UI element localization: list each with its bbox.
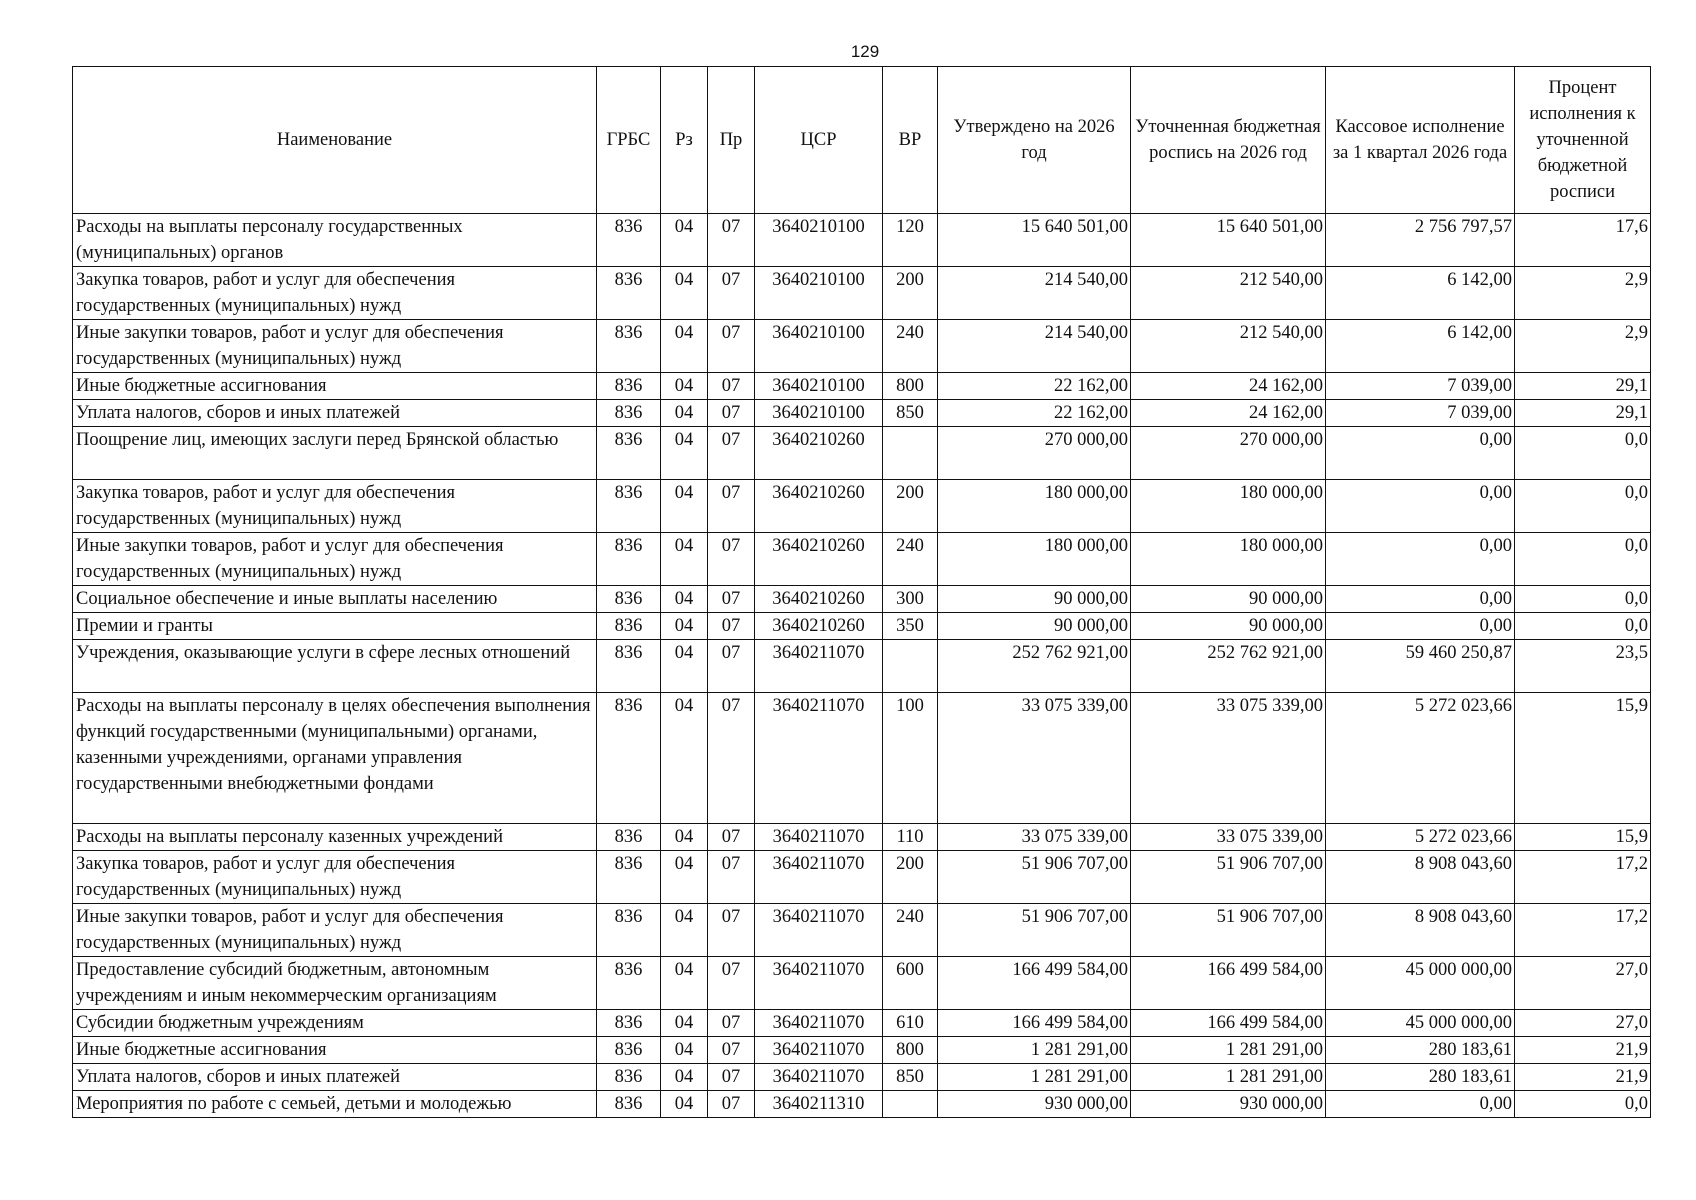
cell-vr: 300 bbox=[883, 586, 938, 613]
cell-rz: 04 bbox=[661, 957, 708, 1010]
cell-specified: 1 281 291,00 bbox=[1131, 1064, 1326, 1091]
cell-vr: 200 bbox=[883, 480, 938, 533]
cell-csr: 3640211070 bbox=[755, 693, 883, 824]
table-header bbox=[73, 67, 1651, 214]
table-row bbox=[73, 267, 1651, 320]
header-pr: Пр bbox=[708, 67, 755, 214]
cell-pr: 07 bbox=[708, 214, 755, 267]
table-row bbox=[73, 693, 1651, 824]
cell-name: Поощрение лиц, имеющих заслуги перед Брянской областью bbox=[73, 427, 597, 480]
cell-csr: 3640210100 bbox=[755, 373, 883, 400]
cell-rz: 04 bbox=[661, 851, 708, 904]
cell-pr: 07 bbox=[708, 586, 755, 613]
cell-csr: 3640211070 bbox=[755, 851, 883, 904]
header-vr: ВР bbox=[883, 67, 938, 214]
cell-percent: 0,0 bbox=[1515, 480, 1651, 533]
cell-approved: 51 906 707,00 bbox=[938, 904, 1131, 957]
cell-vr: 110 bbox=[883, 824, 938, 851]
cell-csr: 3640211070 bbox=[755, 904, 883, 957]
cell-percent: 21,9 bbox=[1515, 1037, 1651, 1064]
cell-name: Иные закупки товаров, работ и услуг для обеспечения государственных (муниципальных) нужд bbox=[73, 533, 597, 586]
cell-percent: 23,5 bbox=[1515, 640, 1651, 693]
cell-cash: 0,00 bbox=[1326, 480, 1515, 533]
cell-name: Расходы на выплаты персоналу казенных учреждений bbox=[73, 824, 597, 851]
cell-rz: 04 bbox=[661, 586, 708, 613]
cell-approved: 270 000,00 bbox=[938, 427, 1131, 480]
table-row bbox=[73, 533, 1651, 586]
cell-name: Закупка товаров, работ и услуг для обеспечения государственных (муниципальных) нужд bbox=[73, 267, 597, 320]
cell-percent: 21,9 bbox=[1515, 1064, 1651, 1091]
cell-pr: 07 bbox=[708, 693, 755, 824]
cell-grbs: 836 bbox=[597, 533, 661, 586]
cell-grbs: 836 bbox=[597, 400, 661, 427]
cell-grbs: 836 bbox=[597, 586, 661, 613]
cell-approved: 90 000,00 bbox=[938, 586, 1131, 613]
cell-grbs: 836 bbox=[597, 1037, 661, 1064]
cell-cash: 0,00 bbox=[1326, 586, 1515, 613]
cell-percent: 0,0 bbox=[1515, 586, 1651, 613]
cell-cash: 45 000 000,00 bbox=[1326, 1010, 1515, 1037]
cell-specified: 270 000,00 bbox=[1131, 427, 1326, 480]
cell-csr: 3640210100 bbox=[755, 267, 883, 320]
cell-rz: 04 bbox=[661, 1010, 708, 1037]
cell-grbs: 836 bbox=[597, 1091, 661, 1118]
cell-approved: 252 762 921,00 bbox=[938, 640, 1131, 693]
cell-percent: 29,1 bbox=[1515, 373, 1651, 400]
cell-cash: 2 756 797,57 bbox=[1326, 214, 1515, 267]
cell-specified: 90 000,00 bbox=[1131, 586, 1326, 613]
cell-approved: 166 499 584,00 bbox=[938, 1010, 1131, 1037]
cell-grbs: 836 bbox=[597, 427, 661, 480]
cell-rz: 04 bbox=[661, 214, 708, 267]
cell-rz: 04 bbox=[661, 267, 708, 320]
cell-percent: 17,2 bbox=[1515, 904, 1651, 957]
cell-approved: 51 906 707,00 bbox=[938, 851, 1131, 904]
cell-rz: 04 bbox=[661, 533, 708, 586]
cell-csr: 3640210260 bbox=[755, 586, 883, 613]
cell-percent: 0,0 bbox=[1515, 533, 1651, 586]
table-row bbox=[73, 1091, 1651, 1118]
cell-csr: 3640210260 bbox=[755, 480, 883, 533]
cell-cash: 0,00 bbox=[1326, 533, 1515, 586]
table-row bbox=[73, 824, 1651, 851]
cell-rz: 04 bbox=[661, 1091, 708, 1118]
cell-csr: 3640210100 bbox=[755, 320, 883, 373]
cell-cash: 0,00 bbox=[1326, 1091, 1515, 1118]
cell-cash: 59 460 250,87 bbox=[1326, 640, 1515, 693]
cell-vr bbox=[883, 1091, 938, 1118]
cell-approved: 22 162,00 bbox=[938, 373, 1131, 400]
cell-rz: 04 bbox=[661, 427, 708, 480]
cell-name: Иные закупки товаров, работ и услуг для обеспечения государственных (муниципальных) нужд bbox=[73, 320, 597, 373]
cell-vr: 800 bbox=[883, 373, 938, 400]
cell-percent: 0,0 bbox=[1515, 1091, 1651, 1118]
cell-pr: 07 bbox=[708, 400, 755, 427]
cell-csr: 3640211070 bbox=[755, 1037, 883, 1064]
cell-specified: 24 162,00 bbox=[1131, 400, 1326, 427]
cell-grbs: 836 bbox=[597, 904, 661, 957]
cell-grbs: 836 bbox=[597, 1064, 661, 1091]
cell-rz: 04 bbox=[661, 613, 708, 640]
cell-rz: 04 bbox=[661, 320, 708, 373]
cell-specified: 51 906 707,00 bbox=[1131, 904, 1326, 957]
table-row bbox=[73, 480, 1651, 533]
cell-cash: 5 272 023,66 bbox=[1326, 824, 1515, 851]
cell-grbs: 836 bbox=[597, 824, 661, 851]
cell-cash: 280 183,61 bbox=[1326, 1064, 1515, 1091]
cell-grbs: 836 bbox=[597, 373, 661, 400]
cell-specified: 90 000,00 bbox=[1131, 613, 1326, 640]
cell-grbs: 836 bbox=[597, 957, 661, 1010]
cell-rz: 04 bbox=[661, 480, 708, 533]
cell-vr: 200 bbox=[883, 851, 938, 904]
cell-specified: 33 075 339,00 bbox=[1131, 824, 1326, 851]
table-row bbox=[73, 1010, 1651, 1037]
cell-pr: 07 bbox=[708, 533, 755, 586]
header-rz: Рз bbox=[661, 67, 708, 214]
header-approved: Утверждено на 2026 год bbox=[938, 67, 1131, 214]
cell-rz: 04 bbox=[661, 640, 708, 693]
cell-pr: 07 bbox=[708, 824, 755, 851]
table-row bbox=[73, 320, 1651, 373]
cell-percent: 27,0 bbox=[1515, 957, 1651, 1010]
header-percent: Процент исполнения к уточненной бюджетной росписи bbox=[1515, 67, 1651, 214]
cell-name: Социальное обеспечение и иные выплаты населению bbox=[73, 586, 597, 613]
cell-name: Расходы на выплаты персоналу государственных (муниципальных) органов bbox=[73, 214, 597, 267]
cell-pr: 07 bbox=[708, 613, 755, 640]
cell-vr: 800 bbox=[883, 1037, 938, 1064]
cell-percent: 15,9 bbox=[1515, 824, 1651, 851]
header-specified: Уточненная бюджетная роспись на 2026 год bbox=[1131, 67, 1326, 214]
cell-grbs: 836 bbox=[597, 613, 661, 640]
cell-vr: 240 bbox=[883, 320, 938, 373]
cell-csr: 3640211070 bbox=[755, 957, 883, 1010]
cell-csr: 3640210260 bbox=[755, 533, 883, 586]
cell-approved: 22 162,00 bbox=[938, 400, 1131, 427]
cell-cash: 6 142,00 bbox=[1326, 320, 1515, 373]
cell-vr: 600 bbox=[883, 957, 938, 1010]
table-row bbox=[73, 613, 1651, 640]
cell-specified: 212 540,00 bbox=[1131, 320, 1326, 373]
cell-specified: 24 162,00 bbox=[1131, 373, 1326, 400]
cell-vr: 850 bbox=[883, 400, 938, 427]
cell-csr: 3640211070 bbox=[755, 640, 883, 693]
cell-rz: 04 bbox=[661, 1064, 708, 1091]
cell-pr: 07 bbox=[708, 1091, 755, 1118]
table-body bbox=[73, 214, 1651, 1118]
cell-cash: 8 908 043,60 bbox=[1326, 904, 1515, 957]
cell-cash: 0,00 bbox=[1326, 427, 1515, 480]
cell-approved: 166 499 584,00 bbox=[938, 957, 1131, 1010]
cell-pr: 07 bbox=[708, 480, 755, 533]
cell-cash: 7 039,00 bbox=[1326, 373, 1515, 400]
cell-pr: 07 bbox=[708, 427, 755, 480]
cell-csr: 3640211310 bbox=[755, 1091, 883, 1118]
cell-percent: 15,9 bbox=[1515, 693, 1651, 824]
cell-cash: 280 183,61 bbox=[1326, 1037, 1515, 1064]
cell-name: Мероприятия по работе с семьей, детьми и молодежью bbox=[73, 1091, 597, 1118]
cell-csr: 3640211070 bbox=[755, 1010, 883, 1037]
cell-csr: 3640211070 bbox=[755, 824, 883, 851]
cell-approved: 1 281 291,00 bbox=[938, 1037, 1131, 1064]
table-row bbox=[73, 851, 1651, 904]
cell-name: Расходы на выплаты персоналу в целях обеспечения выполнения функций государственными (муниципальными) органами, казенными учреждениями, органами управления государственными внебюджетными фондами bbox=[73, 693, 597, 824]
cell-percent: 2,9 bbox=[1515, 267, 1651, 320]
cell-grbs: 836 bbox=[597, 1010, 661, 1037]
cell-approved: 214 540,00 bbox=[938, 267, 1131, 320]
cell-grbs: 836 bbox=[597, 640, 661, 693]
cell-vr: 120 bbox=[883, 214, 938, 267]
cell-rz: 04 bbox=[661, 373, 708, 400]
cell-specified: 33 075 339,00 bbox=[1131, 693, 1326, 824]
header-csr: ЦСР bbox=[755, 67, 883, 214]
cell-approved: 33 075 339,00 bbox=[938, 693, 1131, 824]
cell-name: Иные бюджетные ассигнования bbox=[73, 1037, 597, 1064]
cell-approved: 15 640 501,00 bbox=[938, 214, 1131, 267]
cell-pr: 07 bbox=[708, 320, 755, 373]
cell-vr: 240 bbox=[883, 533, 938, 586]
cell-csr: 3640210100 bbox=[755, 214, 883, 267]
cell-specified: 1 281 291,00 bbox=[1131, 1037, 1326, 1064]
cell-pr: 07 bbox=[708, 1010, 755, 1037]
cell-cash: 6 142,00 bbox=[1326, 267, 1515, 320]
cell-approved: 214 540,00 bbox=[938, 320, 1131, 373]
cell-grbs: 836 bbox=[597, 693, 661, 824]
cell-name: Предоставление субсидий бюджетным, автономным учреждениям и иным некоммерческим организациям bbox=[73, 957, 597, 1010]
cell-vr: 610 bbox=[883, 1010, 938, 1037]
cell-percent: 2,9 bbox=[1515, 320, 1651, 373]
cell-cash: 45 000 000,00 bbox=[1326, 957, 1515, 1010]
table-row bbox=[73, 957, 1651, 1010]
cell-pr: 07 bbox=[708, 957, 755, 1010]
header-grbs: ГРБС bbox=[597, 67, 661, 214]
table-row bbox=[73, 373, 1651, 400]
cell-specified: 166 499 584,00 bbox=[1131, 957, 1326, 1010]
cell-pr: 07 bbox=[708, 851, 755, 904]
cell-specified: 51 906 707,00 bbox=[1131, 851, 1326, 904]
cell-vr: 100 bbox=[883, 693, 938, 824]
cell-approved: 180 000,00 bbox=[938, 480, 1131, 533]
cell-name: Субсидии бюджетным учреждениям bbox=[73, 1010, 597, 1037]
cell-rz: 04 bbox=[661, 824, 708, 851]
cell-name: Премии и гранты bbox=[73, 613, 597, 640]
cell-specified: 166 499 584,00 bbox=[1131, 1010, 1326, 1037]
cell-grbs: 836 bbox=[597, 320, 661, 373]
table-row bbox=[73, 1037, 1651, 1064]
cell-specified: 180 000,00 bbox=[1131, 480, 1326, 533]
table-row bbox=[73, 1064, 1651, 1091]
budget-execution-table bbox=[72, 66, 1651, 1118]
cell-approved: 90 000,00 bbox=[938, 613, 1131, 640]
cell-percent: 0,0 bbox=[1515, 613, 1651, 640]
cell-grbs: 836 bbox=[597, 214, 661, 267]
cell-specified: 180 000,00 bbox=[1131, 533, 1326, 586]
table-row bbox=[73, 904, 1651, 957]
cell-vr bbox=[883, 640, 938, 693]
table-row bbox=[73, 640, 1651, 693]
cell-specified: 252 762 921,00 bbox=[1131, 640, 1326, 693]
cell-specified: 930 000,00 bbox=[1131, 1091, 1326, 1118]
page-number: 129 bbox=[850, 42, 880, 61]
cell-percent: 17,6 bbox=[1515, 214, 1651, 267]
cell-specified: 15 640 501,00 bbox=[1131, 214, 1326, 267]
cell-pr: 07 bbox=[708, 904, 755, 957]
cell-approved: 180 000,00 bbox=[938, 533, 1131, 586]
cell-approved: 33 075 339,00 bbox=[938, 824, 1131, 851]
cell-vr: 200 bbox=[883, 267, 938, 320]
cell-vr: 850 bbox=[883, 1064, 938, 1091]
cell-percent: 0,0 bbox=[1515, 427, 1651, 480]
table-row bbox=[73, 400, 1651, 427]
cell-vr: 350 bbox=[883, 613, 938, 640]
cell-percent: 29,1 bbox=[1515, 400, 1651, 427]
cell-name: Уплата налогов, сборов и иных платежей bbox=[73, 1064, 597, 1091]
cell-cash: 7 039,00 bbox=[1326, 400, 1515, 427]
cell-rz: 04 bbox=[661, 693, 708, 824]
header-cash: Кассовое исполнение за 1 квартал 2026 года bbox=[1326, 67, 1515, 214]
table-row bbox=[73, 214, 1651, 267]
cell-csr: 3640211070 bbox=[755, 1064, 883, 1091]
cell-percent: 17,2 bbox=[1515, 851, 1651, 904]
cell-vr bbox=[883, 427, 938, 480]
cell-name: Закупка товаров, работ и услуг для обеспечения государственных (муниципальных) нужд bbox=[73, 851, 597, 904]
cell-rz: 04 bbox=[661, 904, 708, 957]
header-row bbox=[73, 67, 1651, 214]
cell-name: Иные закупки товаров, работ и услуг для обеспечения государственных (муниципальных) нужд bbox=[73, 904, 597, 957]
cell-cash: 0,00 bbox=[1326, 613, 1515, 640]
cell-name: Иные бюджетные ассигнования bbox=[73, 373, 597, 400]
cell-csr: 3640210260 bbox=[755, 613, 883, 640]
cell-approved: 930 000,00 bbox=[938, 1091, 1131, 1118]
cell-pr: 07 bbox=[708, 640, 755, 693]
table-row bbox=[73, 586, 1651, 613]
cell-grbs: 836 bbox=[597, 267, 661, 320]
cell-pr: 07 bbox=[708, 267, 755, 320]
cell-pr: 07 bbox=[708, 1064, 755, 1091]
cell-percent: 27,0 bbox=[1515, 1010, 1651, 1037]
cell-specified: 212 540,00 bbox=[1131, 267, 1326, 320]
cell-vr: 240 bbox=[883, 904, 938, 957]
cell-csr: 3640210100 bbox=[755, 400, 883, 427]
cell-pr: 07 bbox=[708, 373, 755, 400]
cell-grbs: 836 bbox=[597, 851, 661, 904]
cell-name: Учреждения, оказывающие услуги в сфере лесных отношений bbox=[73, 640, 597, 693]
cell-grbs: 836 bbox=[597, 480, 661, 533]
table-row bbox=[73, 427, 1651, 480]
cell-rz: 04 bbox=[661, 400, 708, 427]
cell-rz: 04 bbox=[661, 1037, 708, 1064]
header-name: Наименование bbox=[73, 67, 597, 214]
cell-pr: 07 bbox=[708, 1037, 755, 1064]
cell-cash: 8 908 043,60 bbox=[1326, 851, 1515, 904]
cell-cash: 5 272 023,66 bbox=[1326, 693, 1515, 824]
cell-csr: 3640210260 bbox=[755, 427, 883, 480]
cell-name: Закупка товаров, работ и услуг для обеспечения государственных (муниципальных) нужд bbox=[73, 480, 597, 533]
cell-name: Уплата налогов, сборов и иных платежей bbox=[73, 400, 597, 427]
cell-approved: 1 281 291,00 bbox=[938, 1064, 1131, 1091]
